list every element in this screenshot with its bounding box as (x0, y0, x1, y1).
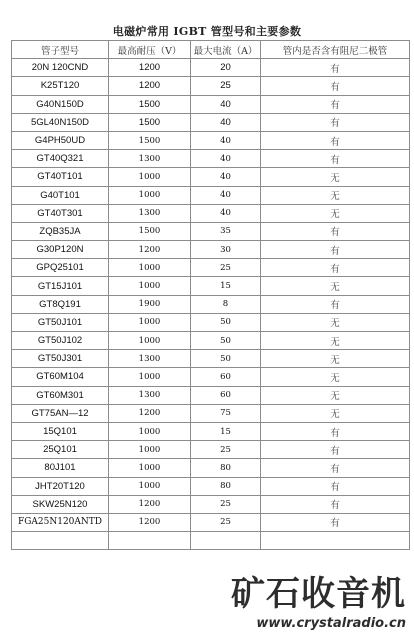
document-title: 电磁炉常用 IGBT 管型号和主要参数 (112, 25, 302, 38)
max-voltage-cell: 1000 (109, 477, 191, 495)
model-cell: 5GL40N150D (12, 113, 109, 131)
model-cell: JHT20T120 (12, 477, 109, 495)
max-current-cell: 15 (191, 422, 261, 440)
table-row (12, 77, 410, 95)
max-current-cell: 50 (191, 313, 261, 331)
damper-diode-cell: 有 (261, 295, 410, 313)
max-current-cell: 40 (191, 113, 261, 131)
max-current-cell: 50 (191, 332, 261, 350)
max-current-cell: 40 (191, 131, 261, 149)
model-cell: GT60M301 (12, 386, 109, 404)
model-cell: 80J101 (12, 459, 109, 477)
max-voltage-cell: 1000 (109, 277, 191, 295)
table-row (12, 222, 410, 240)
max-voltage-cell: 1200 (109, 59, 191, 77)
damper-diode-cell: 有 (261, 477, 410, 495)
damper-diode-cell: 无 (261, 350, 410, 368)
table-row (12, 295, 410, 313)
damper-diode-cell: 无 (261, 404, 410, 422)
max-current-cell: 25 (191, 495, 261, 513)
model-cell: GT50J101 (12, 313, 109, 331)
damper-diode-cell: 无 (261, 204, 410, 222)
model-cell: 25Q101 (12, 441, 109, 459)
max-voltage-cell: 1500 (109, 95, 191, 113)
damper-diode-cell: 无 (261, 368, 410, 386)
table-row (12, 95, 410, 113)
max-current-cell: 40 (191, 95, 261, 113)
damper-diode-cell: 有 (261, 259, 410, 277)
max-voltage-cell: 1300 (109, 204, 191, 222)
model-cell: K25T120 (12, 77, 109, 95)
model-cell: GPQ25101 (12, 259, 109, 277)
max-voltage-cell: 1000 (109, 368, 191, 386)
max-current-cell: 35 (191, 222, 261, 240)
table-row (12, 168, 410, 186)
header-model: 管子型号 (12, 41, 109, 59)
table-row (12, 477, 410, 495)
max-current-cell: 50 (191, 350, 261, 368)
model-cell: GT40T301 (12, 204, 109, 222)
model-cell: G40N150D (12, 95, 109, 113)
max-voltage-cell: 1000 (109, 441, 191, 459)
table-row (12, 113, 410, 131)
table-row (12, 313, 410, 331)
header-max-voltage: 最高耐压（V） (109, 41, 191, 59)
max-voltage-cell: 1000 (109, 313, 191, 331)
table-row (12, 350, 410, 368)
max-voltage-cell: 1200 (109, 77, 191, 95)
max-current-cell: 40 (191, 150, 261, 168)
max-current-cell: 25 (191, 441, 261, 459)
damper-diode-cell: 有 (261, 222, 410, 240)
header-damper-diode: 管内是否含有阻尼二极管 (261, 41, 410, 59)
max-current-cell: 80 (191, 459, 261, 477)
max-voltage-cell: 1200 (109, 513, 191, 531)
max-current-cell: 60 (191, 386, 261, 404)
damper-diode-cell: 有 (261, 113, 410, 131)
table-row (12, 186, 410, 204)
damper-diode-cell: 有 (261, 59, 410, 77)
damper-diode-cell: 有 (261, 441, 410, 459)
damper-diode-cell: 有 (261, 241, 410, 259)
model-cell (12, 532, 109, 550)
model-cell: SKW25N120 (12, 495, 109, 513)
table-row (12, 404, 410, 422)
header-max-current: 最大电流（A） (191, 41, 261, 59)
damper-diode-cell: 有 (261, 95, 410, 113)
table-row (12, 368, 410, 386)
model-cell: GT50J102 (12, 332, 109, 350)
max-voltage-cell: 1300 (109, 350, 191, 368)
table-row (12, 277, 410, 295)
model-cell: GT15J101 (12, 277, 109, 295)
max-current-cell: 30 (191, 241, 261, 259)
max-voltage-cell: 1300 (109, 150, 191, 168)
max-voltage-cell: 1000 (109, 459, 191, 477)
damper-diode-cell: 有 (261, 513, 410, 531)
max-current-cell: 25 (191, 513, 261, 531)
table-row (12, 495, 410, 513)
max-voltage-cell: 1500 (109, 131, 191, 149)
damper-diode-cell: 无 (261, 332, 410, 350)
table-row (12, 441, 410, 459)
igbt-parameter-table (11, 40, 410, 550)
table-row (12, 150, 410, 168)
model-cell: GT40Q321 (12, 150, 109, 168)
table-row (12, 204, 410, 222)
max-current-cell (191, 532, 261, 550)
model-cell: FGA25N120ANTD (12, 513, 109, 531)
model-cell: GT60M104 (12, 368, 109, 386)
max-voltage-cell: 1000 (109, 186, 191, 204)
max-voltage-cell: 1300 (109, 386, 191, 404)
watermark-logo: 矿石收音机 (231, 574, 406, 614)
watermark-url: www.crystalradio.cn (256, 616, 406, 631)
damper-diode-cell: 无 (261, 386, 410, 404)
model-cell: GT40T101 (12, 168, 109, 186)
max-voltage-cell: 1500 (109, 113, 191, 131)
max-current-cell: 25 (191, 259, 261, 277)
max-current-cell: 80 (191, 477, 261, 495)
model-cell: ZQB35JA (12, 222, 109, 240)
table-row (12, 532, 410, 550)
max-current-cell: 40 (191, 204, 261, 222)
table-row (12, 59, 410, 77)
damper-diode-cell (261, 532, 410, 550)
damper-diode-cell: 有 (261, 422, 410, 440)
max-current-cell: 75 (191, 404, 261, 422)
damper-diode-cell: 有 (261, 77, 410, 95)
max-current-cell: 20 (191, 59, 261, 77)
table-row (12, 259, 410, 277)
max-voltage-cell: 1500 (109, 222, 191, 240)
damper-diode-cell: 无 (261, 186, 410, 204)
watermark (206, 566, 406, 636)
model-cell: GT8Q191 (12, 295, 109, 313)
table-row (12, 459, 410, 477)
max-voltage-cell: 1000 (109, 422, 191, 440)
max-current-cell: 40 (191, 168, 261, 186)
model-cell: G30P120N (12, 241, 109, 259)
model-cell: 20N 120CND (12, 59, 109, 77)
max-voltage-cell: 1000 (109, 259, 191, 277)
max-voltage-cell (109, 532, 191, 550)
max-current-cell: 60 (191, 368, 261, 386)
model-cell: GT50J301 (12, 350, 109, 368)
max-current-cell: 40 (191, 186, 261, 204)
damper-diode-cell: 无 (261, 277, 410, 295)
table-header-row (12, 41, 410, 59)
damper-diode-cell: 无 (261, 313, 410, 331)
damper-diode-cell: 有 (261, 459, 410, 477)
table-row (12, 386, 410, 404)
max-current-cell: 25 (191, 77, 261, 95)
table-row (12, 422, 410, 440)
max-voltage-cell: 1000 (109, 168, 191, 186)
table-row (12, 332, 410, 350)
max-current-cell: 8 (191, 295, 261, 313)
damper-diode-cell: 无 (261, 168, 410, 186)
max-voltage-cell: 1200 (109, 404, 191, 422)
model-cell: G4PH50UD (12, 131, 109, 149)
model-cell: G40T101 (12, 186, 109, 204)
model-cell: GT75AN—12 (12, 404, 109, 422)
model-cell: 15Q101 (12, 422, 109, 440)
damper-diode-cell: 有 (261, 495, 410, 513)
max-voltage-cell: 1200 (109, 495, 191, 513)
table-row (12, 131, 410, 149)
max-voltage-cell: 1200 (109, 241, 191, 259)
damper-diode-cell: 有 (261, 131, 410, 149)
max-current-cell: 15 (191, 277, 261, 295)
damper-diode-cell: 有 (261, 150, 410, 168)
max-voltage-cell: 1000 (109, 332, 191, 350)
max-voltage-cell: 1900 (109, 295, 191, 313)
table-row (12, 241, 410, 259)
table-row (12, 513, 410, 531)
